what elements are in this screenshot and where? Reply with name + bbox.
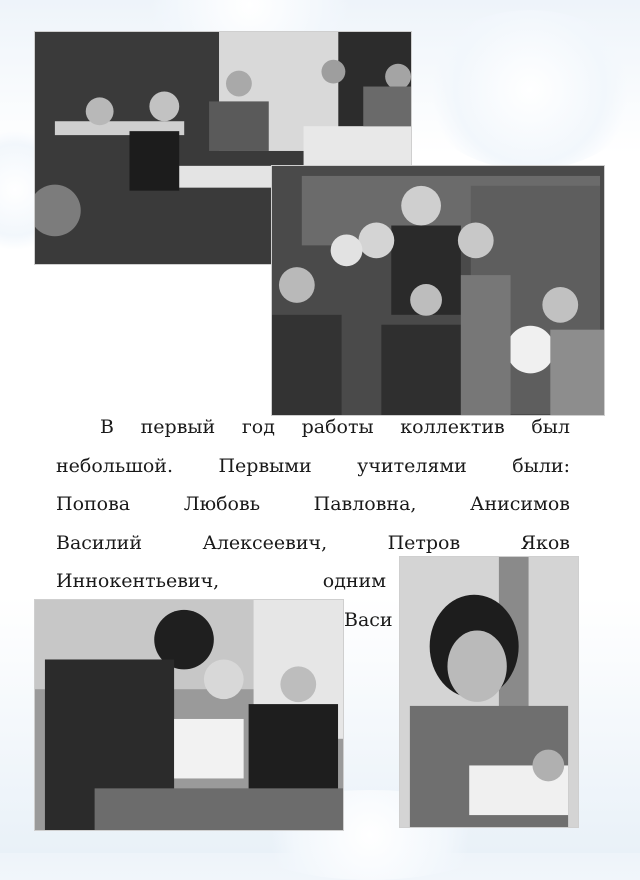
text-line: Иннокентьевич, одним	[56, 570, 386, 592]
text-line: Василий Алексеевич, Петров Яков	[56, 531, 570, 554]
background-cloud	[420, 10, 640, 170]
teacher-helping-pupils-photo	[34, 599, 344, 831]
teacher-portrait-photo	[399, 556, 579, 828]
text-line: Васи	[344, 608, 393, 631]
text-line: небольшой. Первыми учителями были:	[56, 454, 570, 477]
text-line: В первый год работы коллектив был	[100, 416, 570, 438]
teacher-with-children-photo	[271, 165, 605, 416]
text-line: Попова Любовь Павловна, Анисимов	[56, 493, 570, 515]
